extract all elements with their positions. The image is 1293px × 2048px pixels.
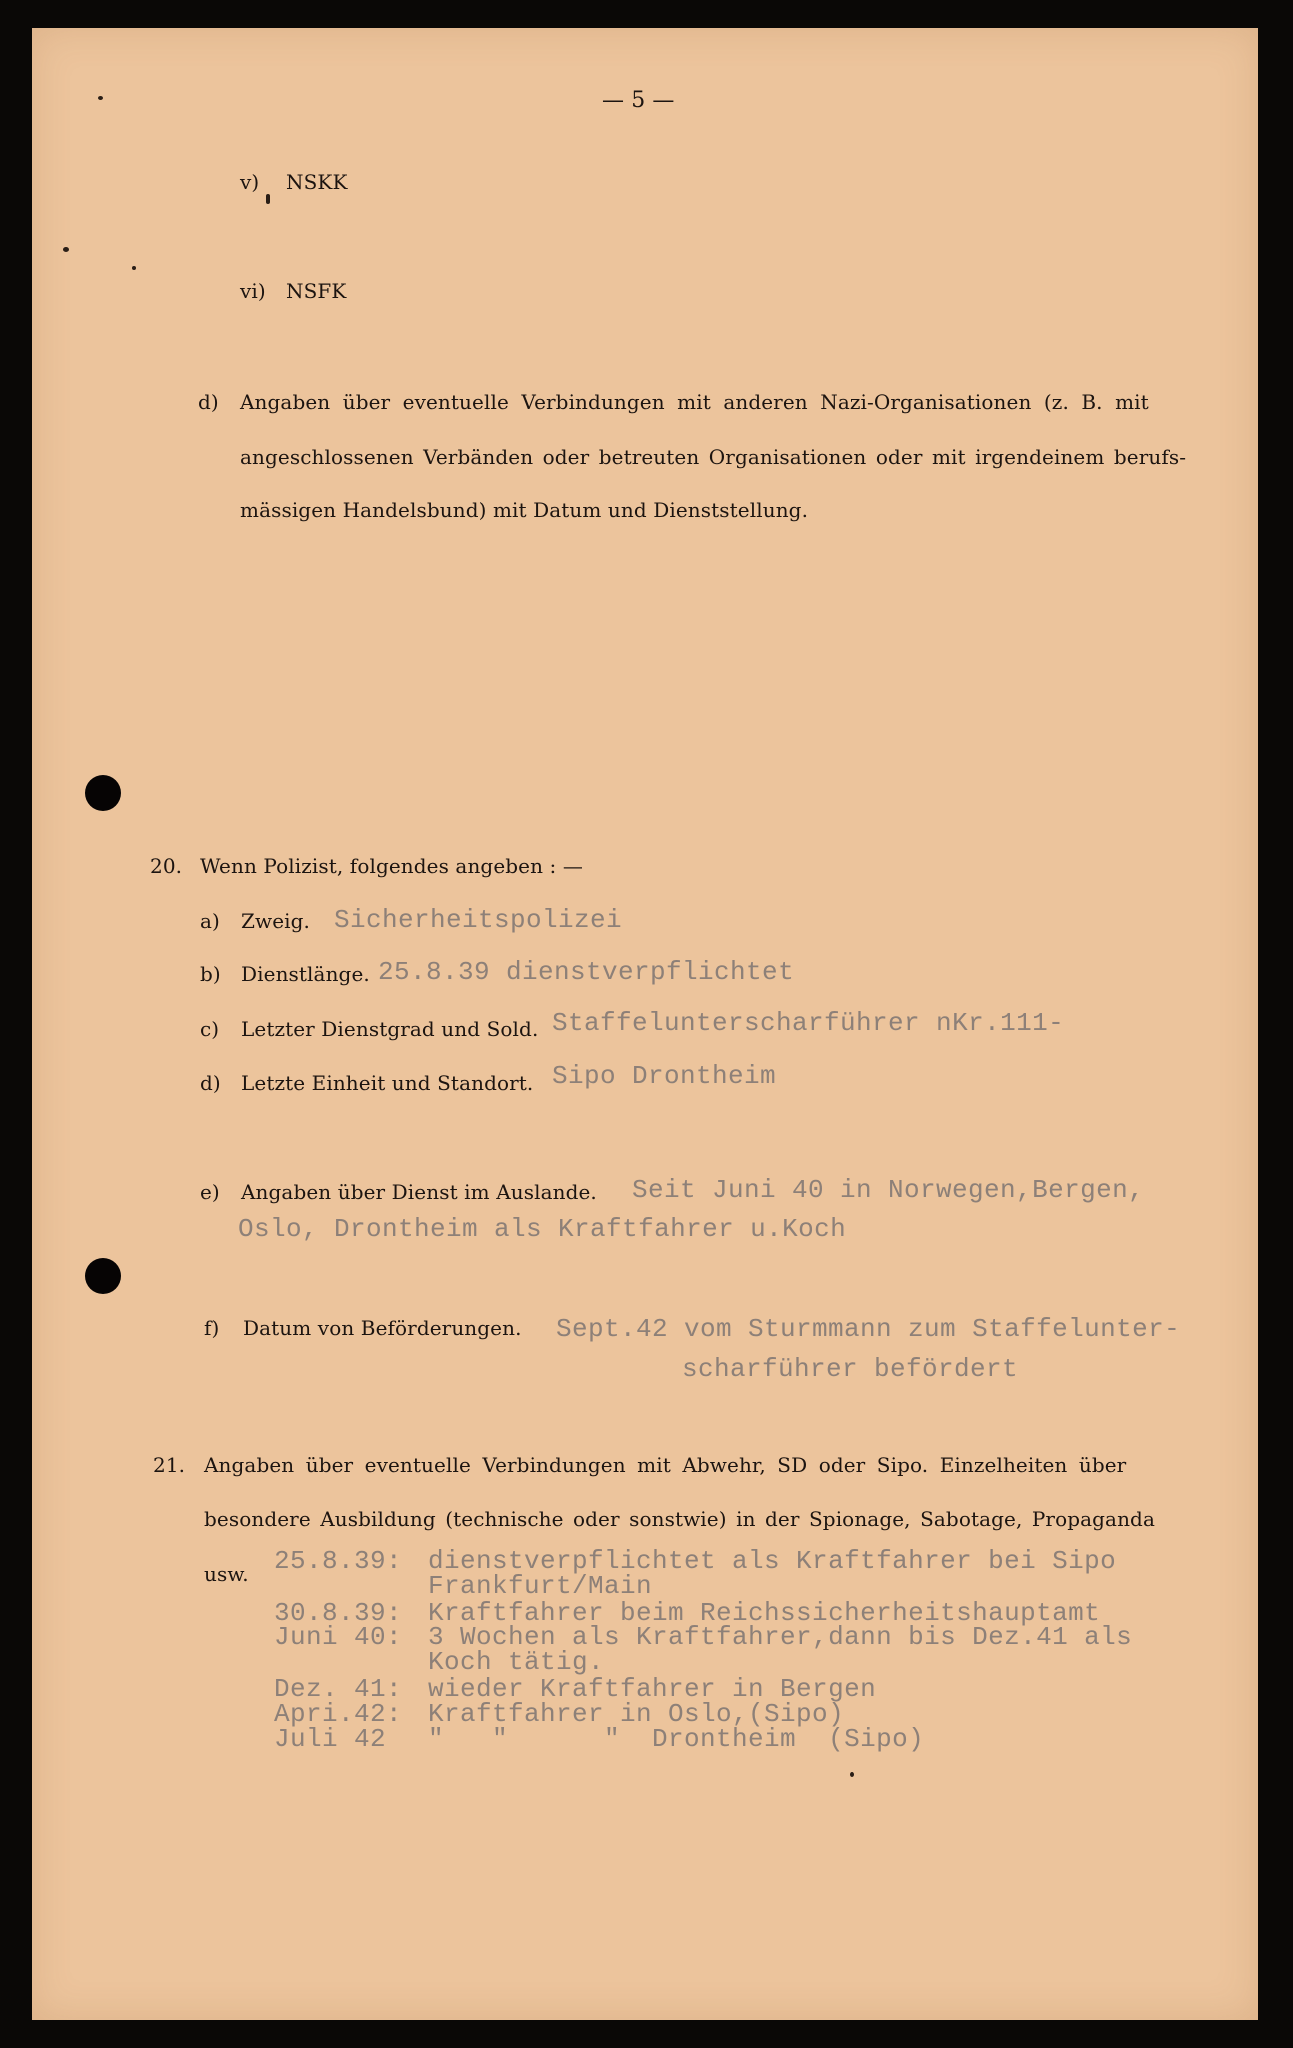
q20-c-prompt: Letzter Dienstgrad und Sold. bbox=[241, 1017, 539, 1041]
q21-entry-date: Juni 40: bbox=[274, 1622, 403, 1652]
q20-b-answer: 25.8.39 dienstverpflichtet bbox=[378, 957, 795, 987]
q20-d-answer: Sipo Drontheim bbox=[552, 1061, 777, 1091]
q21-entry-date: 25.8.39: bbox=[274, 1546, 403, 1576]
q21-number: 21. bbox=[153, 1453, 186, 1477]
q21-entry-date: Dez. 41: bbox=[274, 1674, 403, 1704]
punch-hole-upper bbox=[85, 775, 121, 811]
q20-a-prompt: Zweig. bbox=[241, 909, 311, 933]
item-v-text: NSKK bbox=[286, 170, 348, 194]
q20-f-answer-line-1: Sept.42 vom Sturmmann zum Staffelunter- bbox=[556, 1314, 1181, 1344]
q21-entry-date: 30.8.39: bbox=[274, 1598, 403, 1628]
q20-f-label: f) bbox=[204, 1316, 220, 1340]
q20-e-answer-line-1: Seit Juni 40 in Norwegen,Bergen, bbox=[632, 1175, 1145, 1205]
q20-b-prompt: Dienstlänge. bbox=[241, 962, 370, 986]
paper-speck bbox=[266, 194, 270, 204]
q21-entry-text: " " " Drontheim (Sipo) bbox=[428, 1724, 925, 1754]
paper-speck bbox=[132, 266, 136, 270]
q20-heading: Wenn Polizist, folgendes angeben : — bbox=[200, 854, 583, 878]
q21-entry-date: Juli 42 bbox=[274, 1724, 387, 1754]
q20-f-prompt: Datum von Beförderungen. bbox=[243, 1316, 522, 1340]
q21-line-2: besondere Ausbildung (technische oder sonstwie) in der Spionage, Sabotage, Propaganda bbox=[204, 1507, 1155, 1531]
q20-a-label: a) bbox=[200, 909, 220, 933]
q21-entry-text: Frankfurt/Main bbox=[428, 1571, 653, 1601]
paper-speck bbox=[850, 1772, 854, 1777]
page-number: — 5 — bbox=[602, 88, 675, 113]
q20-e-label: e) bbox=[200, 1180, 220, 1204]
q21-entry-text: 3 Wochen als Kraftfahrer,dann bis Dez.41 als bbox=[428, 1622, 1133, 1652]
q21-entry-text: dienstverpflichtet als Kraftfahrer bei Sipo bbox=[428, 1546, 1117, 1576]
item-vi-label: vi) bbox=[240, 279, 266, 303]
q20-number: 20. bbox=[150, 854, 183, 878]
item-d-line-1 bbox=[240, 390, 1149, 414]
q21-entry-date: Apri.42: bbox=[274, 1699, 403, 1729]
q21-entry-text: Kraftfahrer in Oslo,(Sipo) bbox=[428, 1699, 845, 1729]
q20-c-answer: Staffelunterscharführer nKr.111- bbox=[552, 1008, 1065, 1038]
q21-line-1: Angaben über eventuelle Verbindungen mit Abwehr, SD oder Sipo. Einzelheiten über bbox=[204, 1453, 1127, 1477]
punch-hole-lower bbox=[85, 1258, 121, 1294]
item-d-line-3: mässigen Handelsbund) mit Datum und Dienststellung. bbox=[240, 498, 809, 522]
q21-usw: usw. bbox=[204, 1562, 249, 1586]
paper-speck bbox=[63, 247, 69, 252]
q20-c-label: c) bbox=[200, 1017, 220, 1041]
q20-d-label: d) bbox=[200, 1071, 221, 1095]
q21-entry-text: Kraftfahrer beim Reichssicherheitshauptamt bbox=[428, 1598, 1101, 1628]
item-vi-text: NSFK bbox=[286, 279, 347, 303]
q20-e-answer-line-2: Oslo, Drontheim als Kraftfahrer u.Koch bbox=[238, 1214, 847, 1244]
q20-d-prompt: Letzte Einheit und Standort. bbox=[241, 1071, 534, 1095]
q20-f-answer-line-2: scharführer befördert bbox=[682, 1354, 1019, 1384]
q21-entry-text: wieder Kraftfahrer in Bergen bbox=[428, 1674, 877, 1704]
item-d-line-1-text: Angaben über eventuelle Verbindungen mit anderen Nazi-Organisationen (z. B. mit bbox=[240, 390, 1149, 414]
q20-b-label: b) bbox=[200, 962, 221, 986]
q21-entry-text: Koch tätig. bbox=[428, 1647, 605, 1677]
q20-a-answer: Sicherheitspolizei bbox=[334, 905, 623, 935]
q20-e-prompt: Angaben über Dienst im Auslande. bbox=[241, 1180, 597, 1204]
item-d-label: d) bbox=[198, 390, 219, 414]
item-d-line-2: angeschlossenen Verbänden oder betreuten Organisationen oder mit irgendeinem berufs- bbox=[240, 445, 1187, 469]
paper-speck bbox=[98, 96, 103, 100]
item-v-label: v) bbox=[240, 170, 260, 194]
